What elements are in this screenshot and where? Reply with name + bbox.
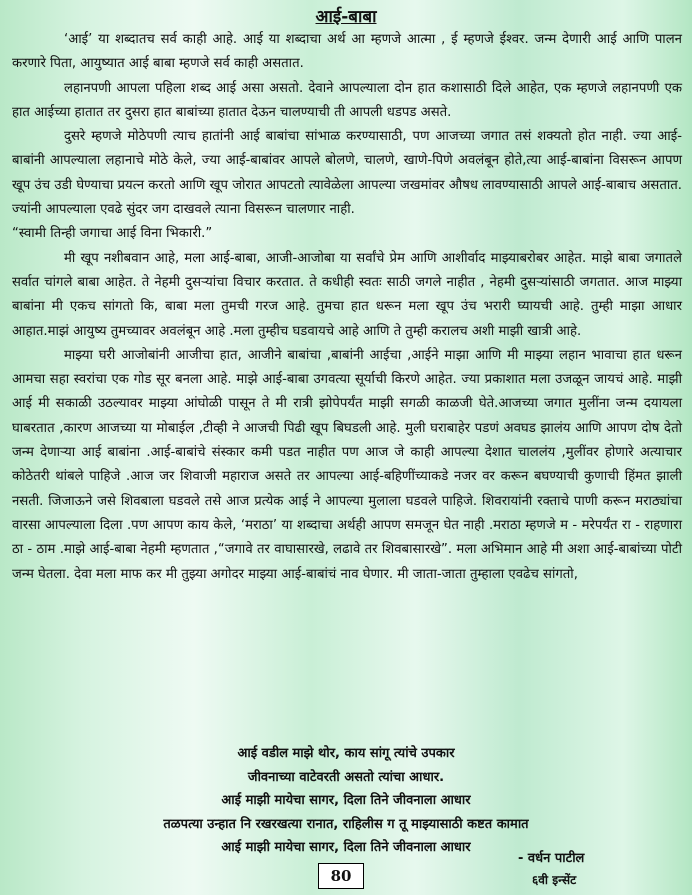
- poem-line: तळपत्या उन्हात नि रखरखत्या रानात, राहिलीस ग तू माझ्यासाठी कष्टत कामात: [163, 816, 529, 832]
- poem-line: आई माझी मायेचा सागर, दिला तिने जीवनाला आधार: [221, 793, 471, 808]
- quote-line: “स्वामी तिन्ही जगाचा आई विना भिकारी.”: [12, 226, 213, 242]
- author-name: - वर्धन पाटील: [518, 851, 585, 866]
- page-number: 80: [318, 863, 364, 889]
- author-class: ६वी इन्सेंट: [532, 873, 577, 887]
- article-body: [12, 28, 682, 587]
- poem-line: जीवनाच्या वाटेवरती असतो त्यांचा आधार.: [247, 769, 445, 785]
- poem: [0, 742, 692, 860]
- poem-line: आई माझी मायेचा सागर, दिला तिने जीवनाला आधार: [221, 840, 471, 855]
- poem-line: आई वडील माझे थोर, काय सांगू त्यांचे उपकार: [237, 746, 455, 761]
- paragraph: मी खूप नशीबवान आहे, मला आई-बाबा, आजी-आजोबा या सर्वांचे प्रेम आणि आशीर्वाद माझ्याबरोबर आहेत. माझे बाबा जगातले सर्वात चांगले बाबा आहेत. ते नेहमी दुसऱ्यांचा विचार करतात. ते कधीही स्वतः साठी जगले नाहीत , नेहमी दुसऱ्यांसाठी जगतात. आज माझ्या बाबांना मी एकच सांगतो कि, बाबा मला तुमची गरज आहे. तुमचा हात धरून मला खूप उंच भरारी घ्यायची आहे. तुम्ही माझा आधार आहात.माझं आयुष्य तुमच्यावर अवलंबून आहे .मला तुम्हीच घडवायचे आहे आणि ते तुम्ही करालच अशी माझी खात्री आहे.: [12, 250, 682, 339]
- paragraph: माझ्या घरी आजोबांनी आजीचा हात, आजीने बाबांचा ,बाबांनी आईचा ,आईने माझा आणि मी माझ्या लहान भावाचा हात धरून आमचा सहा स्वरांचा एक गोड सूर बनला आहे. माझे आई-बाबा उगवत्या सूर्याची किरणे आहेत. ज्या प्रकाशात मला उजळून जायचं आहे. माझी आई मी सकाळी उठल्यावर माझ्या आंघोळी पासून ते मी रात्री झोपेपर्यंत माझी सगळी काळजी घेते.आजच्या जगात मुलींना जन्म दयायला घाबरतात ,कारण आजच्या या मोबाईल ,टीव्ही ने आजची पिढी खूप बिघडली आहे. मुली घराबाहेर पडणं अवघड झालंय आणि आपण दोष देतो जन्म देणाऱ्या आई बाबांना .आई-बाबांचे संस्कार कमी पडत नाहीत पण आज जे काही आपल्या देशात चाललंय ,मुलींवर होणारे अत्याचार कोठेतरी थांबले पाहिजे .आज जर शिवाजी महाराज असते तर आपल्या आई-बहिणींच्याकडे नजर वर करून बघण्याची कुणाची हिंमत झाली नसती. जिजाऊने जसे शिवबाला घडवले तसे आज प्रत्येक आई ने आपल्या मुलाला घडवले पाहिजे. शिवरायांनी रक्ताचे पाणी करून मराठ्यांचा वारसा आपल्याला दिला .पण आपण काय केले, ‘मराठा’ या शब्दाचा अर्थही आपण समजून घेत नाही .मराठा म्हणजे म - मरेपर्यंत रा - राहणारा ठा - ठाम .माझे आई-बाबा नेहमी म्हणतात ,“जगावे तर वाघासारखे, लढावे तर शिवबासारखे”. मला अभिमान आहे मी अशा आई-बाबांच्या पोटी जन्म घेतला. देवा मला माफ कर मी तुझ्या अगोदर माझ्या आई-बाबांचं नाव घेणार. मी जाता-जाता तुम्हाला एवढेच सांगतो,: [12, 347, 682, 582]
- page-title: आई-बाबा: [315, 7, 377, 27]
- paragraph: दुसरे म्हणजे मोठेपणी त्याच हातांनी आई बाबांचा सांभाळ करण्यासाठी, पण आजच्या जगात तसं शक्यतो होत नाही. ज्या आई-बाबांनी आपल्याला लहानाचे मोठे केले, ज्या आई-बाबांवर आपले बोलणे, चालणे, खाणे-पिणे अवलंबून होते,त्या आई-बाबांना विसरून आपण खूप उंच उडी घेण्याचा प्रयत्न करतो आणि खूप जोरात आपटतो त्यावेळेला आपल्या जखमांवर औषध लावण्यासाठी आपले आई-बाबाच असतात. ज्यांनी आपल्याला एवढे सुंदर जग दाखवले त्याना विसरून चालणार नाही.: [12, 129, 682, 218]
- paragraph: लहानपणी आपला पहिला शब्द आई असा असतो. देवाने आपल्याला दोन हात कशासाठी दिले आहेत, एक म्हणजे लहानपणी एक हात आईच्या हातात तर दुसरा हात बाबांच्या हातात देऊन चालण्याची ती आपली धडपड असते.: [12, 80, 682, 120]
- paragraph: ‘आई’ या शब्दातच सर्व काही आहे. आई या शब्दाचा अर्थ आ म्हणजे आत्मा , ई म्हणजे ईश्वर. जन्म देणारी आई आणि पालन करणारे पिता, आयुष्यात आई बाबा म्हणजे सर्व काही असतात.: [12, 32, 682, 72]
